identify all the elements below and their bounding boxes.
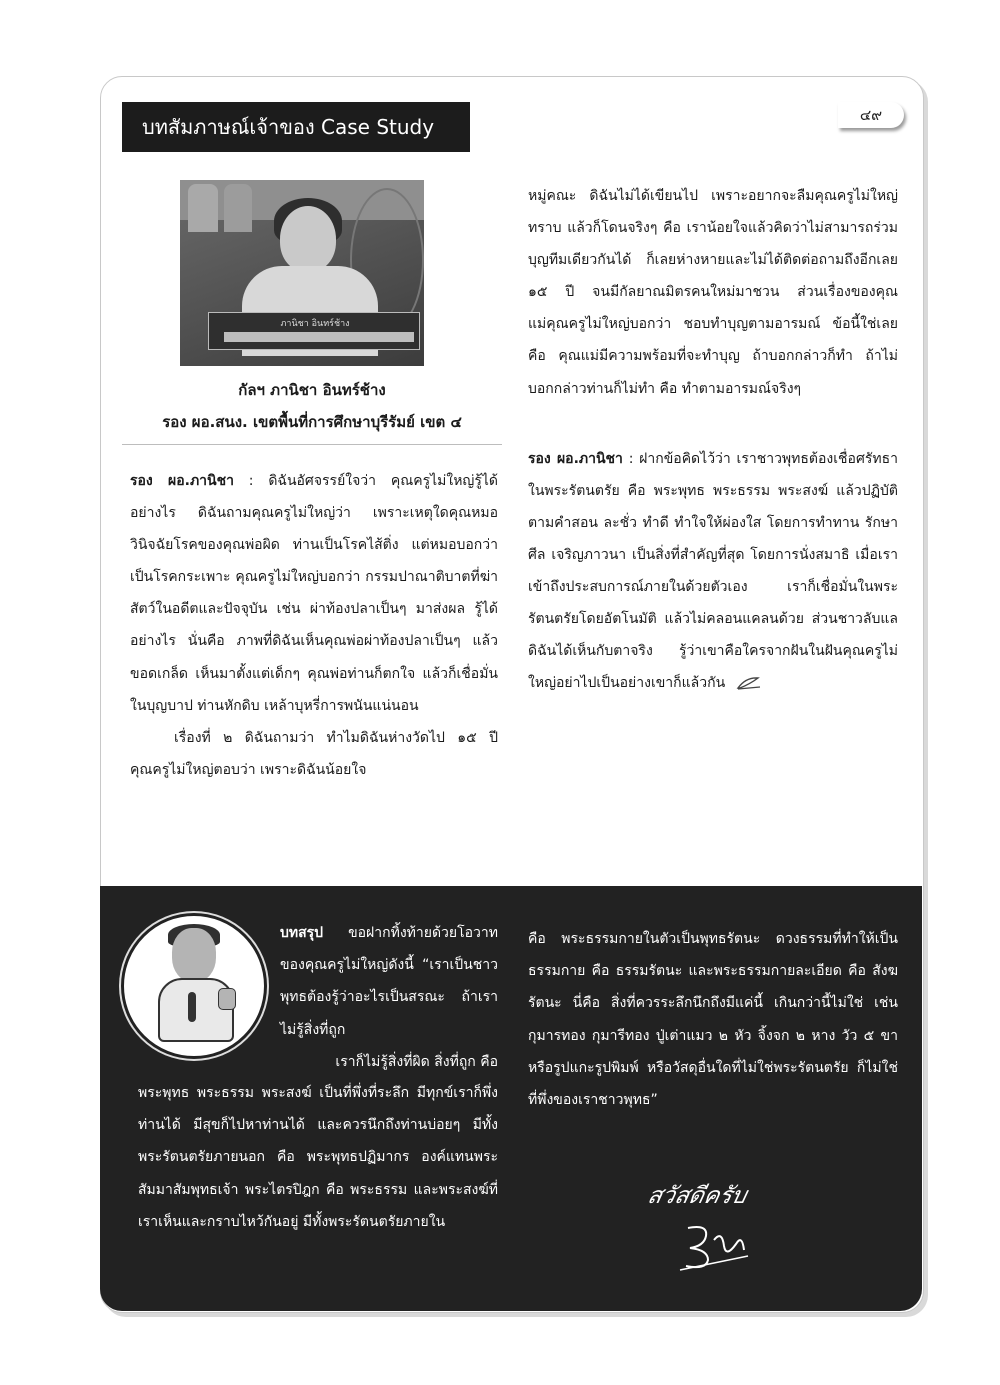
summary-intro-text: ขอฝากทิ้งท้ายด้วยโอวาทของคุณครูไม่ใหญ่ดังนี้ “เราเป็นชาวพุทธต้องรู้ว่าอะไรเป็นสรณะ ถ้าเราไม่รู้สิ่งที่ถูก [280, 925, 498, 1038]
left-column [130, 465, 498, 786]
paragraph-gap [528, 405, 898, 443]
paragraph-text: : ดิฉันอัศจรรย์ใจว่า คุณครูไม่ใหญ่รู้ได้อย่างไร ดิฉันถามคุณครูไม่ใหญ่ว่า เพราะเหตุใดคุณหมอวินิจฉัยโรคของคุณพ่อผิด ท่านเป็นโรคไส้ติ่ง แต่หมอบอกว่าเป็นโรคกระเพาะ คุณครูไม่ใหญ่บอกว่า กรรมปาณาติบาตที่ฆ่าสัตว์ในอดีตและปัจจุบัน เช่น ผ่าท้องปลาเป็นๆ มาส่งผล รู้ได้อย่างไร นั่นคือ ภาพที่ดิฉันเห็นคุณพ่อผ่าท้องปลาเป็นๆ แล้วขอดเกล็ด เห็นมาตั้งแต่เด็กๆ คุณพ่อท่านก็ตกใจ แล้วก็เชื่อมั่นในบุญบาป ท่านหักดิบ เหล้าบุหรี่การพนันแน่นอน [130, 473, 499, 714]
summary-right [528, 923, 898, 1116]
speaker-label: รอง ผอ.ภานิชา [528, 450, 623, 467]
interviewee-photo [180, 180, 424, 366]
thumbs-up-icon [218, 988, 236, 1010]
caption-divider [122, 444, 502, 445]
summary-bottom-text: พระพุทธ พระธรรม พระสงฆ์ เป็นที่พึ่งที่ระลึก มีทุกข์เราก็พึ่งท่านได้ มีสุขก็ไปหาท่านได้ และควรนึกถึงท่านบ่อยๆ มีทั้งพระรัตนตรัยภายนอก คือ พระพุทธปฏิมากร องค์แทนพระสัมมาสัมพุทธเจ้า พระไตรปิฎก คือ พระธรรม และพระสงฆ์ที่เราเห็นและกราบไหว้กันอยู่ มีทั้งพระรัตนตรัยภายใน [138, 1085, 498, 1230]
page-number: ๔๙ [838, 102, 904, 128]
photo-face [280, 206, 336, 272]
section-title: บทสัมภาษณ์เจ้าของ Case Study [122, 102, 470, 152]
photo-nameplate-text: ภานิชา อินทร์ช้าง [280, 319, 350, 329]
caption-name: กัลฯ ภานิชา อินทร์ช้าง [238, 381, 386, 399]
signature-icon [678, 1220, 758, 1272]
caption-position: รอง ผอ.สนง. เขตพื้นที่การศึกษาบุรีรัมย์ เขต ๔ [162, 413, 462, 431]
paragraph-text: : ฝากข้อคิดไว้ว่า เราชาวพุทธต้องเชื่อศรัทธาในพระรัตนตรัย คือ พระพุทธ พระธรรม พระสงฆ์ แล้วปฏิบัติตามคำสอน ละชั่ว ทำดี ทำใจให้ผ่องใส โดยการทำทาน รักษาศีล เจริญภาวนา เป็นสิ่งที่สำคัญที่สุด โดยการนั่งสมาธิ เมื่อเราเข้าถึงประสบการณ์ภายในด้วยตัวเอง เราก็เชื่อมั่นในพระรัตนตรัยโดยอัตโนมัติ แล้วไม่คลอนแคลนด้วย ส่วนชาวลับแล ดิฉันได้เห็นกับตาจริง รู้ว่าเขาคือใครจากฝันในฝันคุณครูไม่ใหญ่อย่าไปเป็นอย่างเขาก็แล้วกัน [528, 450, 899, 692]
microphone-icon [188, 992, 196, 1022]
summary-intro-last: เราก็ไม่รู้สิ่งที่ผิด สิ่งที่ถูก คือ [335, 1053, 498, 1070]
summary-continued [138, 1077, 498, 1238]
end-mark-icon [736, 675, 762, 691]
caricature-face [172, 928, 216, 982]
summary-right-text: คือ พระธรรมกายในตัวเป็นพุทธรัตนะ ดวงธรรมที่ทำให้เป็นธรรมกาย คือ ธรรมรัตนะ และพระธรรมกายละเอียด คือ สังฆรัตนะ นี่คือ สิ่งที่ควรระลึกนึกถึงมีแค่นี้ เกินกว่านี้ไม่ใช่ เช่น กุมารทอง กุมารีทอง ปู่เต่าแมว ๒ หัว จิ้งจก ๒ หาง วัว ๕ ขา หรือรูปแกะรูปพิมพ์ หรือวัสดุอื่นใดที่ไม่ใช่พระรัตนตรัย ก็ไม่ใช่ที่พึ่งของเราชาวพุทธ” [528, 931, 898, 1109]
summary-intro [280, 917, 498, 1078]
speaker-label: รอง ผอ.ภานิชา [130, 473, 234, 489]
right-paragraph-2 [528, 443, 898, 700]
photo-nameplate-bar [224, 332, 414, 342]
right-column [528, 180, 898, 699]
summary-label: บทสรุป [280, 925, 324, 941]
left-paragraph-2: เรื่องที่ ๒ ดิฉันถามว่า ทำไมดิฉันห่างวัดไป ๑๕ ปี คุณครูไม่ใหญ่ตอบว่า เพราะดิฉันน้อยใจ [130, 729, 498, 778]
left-paragraph-1 [130, 465, 498, 722]
signature-block [645, 1170, 848, 1280]
right-paragraph-1: หมู่คณะ ดิฉันไม่ได้เขียนไป เพราะอยากจะลืมคุณครูไม่ใหญ่ทราบ แล้วก็โดนจริงๆ คือ เราน้อยใจแล้วคิดว่าไม่สามารถร่วมบุญทีมเดียวกันได้ ก็เลยห่างหายและไม่ได้ติดต่อถามถึงอีกเลย ๑๕ ปี จนมีกัลยาณมิตรคนใหม่มาชวน ส่วนเรื่องของคุณแม่คุณครูไม่ใหญ่บอกว่า ชอบทำบุญตามอารมณ์ ข้อนี้ใช่เลย คือ คุณแม่มีความพร้อมที่จะทำบุญ ถ้าบอกกล่าวก็ทำ ถ้าไม่บอกกล่าวท่านก็ไม่ทำ คือ ทำตามอารมณ์จริงๆ [528, 188, 898, 397]
photo-decor [224, 184, 252, 232]
signoff-text: สวัสดีครับ [645, 1183, 750, 1209]
teacher-caricature [121, 913, 267, 1059]
photo-decor [188, 184, 218, 232]
